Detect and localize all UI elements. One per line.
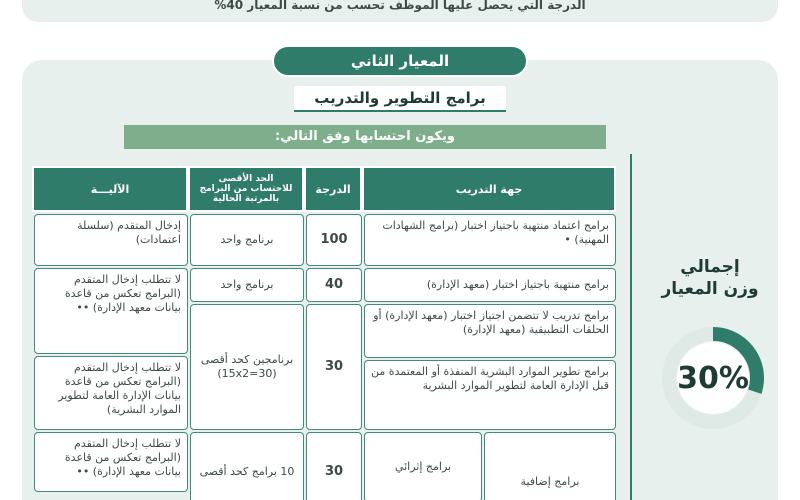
- row2-provider: برامج منتهية باجتياز اختبار (معهد الإدارة): [364, 268, 616, 302]
- row3-provider: برامج تدريب لا تتضمن اجتياز اختبار (معهد الإدارة) أو الحلقات التطبيقية (معهد الإدارة): [364, 304, 616, 358]
- row4-mechanism: لا تتطلب إدخال المتقدم (البرامج تعكس من قاعدة بيانات الإدارة العامة لتطوير الموارد البشرية): [34, 356, 188, 430]
- row3-max: برنامجين كحد أقصى (15x2=30): [190, 304, 304, 430]
- criterion-subtitle: برامج التطوير والتدريب: [294, 86, 506, 112]
- header-provider: جهة التدريب: [362, 166, 616, 212]
- row4-provider: برامج تطوير الموارد البشرية المنفذة أو المعتمدة من قبل الإدارة العامة لتطوير الموارد البشرية: [364, 360, 616, 430]
- header-score: الدرجة: [304, 166, 362, 212]
- criterion-title: المعيار الثاني: [272, 45, 528, 77]
- row5-max: 10 برامج كحد أقصى: [190, 432, 304, 500]
- row2-score: 40: [306, 268, 362, 302]
- row1-provider: برامج اعتماد منتهية باجتياز اختبار (برامج الشهادات المهنية) •: [364, 214, 616, 266]
- header-mechanism: الآليـــة: [32, 166, 188, 212]
- row2-mechanism: لا تتطلب إدخال المتقدم (البرامج تعكس من قاعدة بيانات معهد الإدارة) ••: [34, 268, 188, 354]
- previous-criterion-note: [22, 0, 778, 22]
- total-label-line2: وزن المعيار: [661, 279, 759, 299]
- row1-score: 100: [306, 214, 362, 266]
- row1-mechanism: إدخال المتقدم (سلسلة اعتمادات): [34, 214, 188, 266]
- calculation-note: ويكون احتسابها وفق التالي:: [124, 125, 606, 149]
- header-max: الحد الأقصى للاحتساب من البرامج بالمرتبة الحالية: [188, 166, 304, 212]
- previous-criterion-text: الدرجة التي يحصل عليها الموظف تحسب من نسبة المعيار 40%: [214, 0, 586, 12]
- row5-provider: برامج إثرائي: [364, 432, 482, 500]
- total-label-line1: إجمالي: [680, 257, 740, 277]
- divider-line: [630, 154, 632, 500]
- total-weight-value: 30%: [677, 360, 749, 396]
- total-weight-label: [650, 256, 770, 300]
- row2-max: برنامج واحد: [190, 268, 304, 302]
- row1-max: برنامج واحد: [190, 214, 304, 266]
- row3-score: 30: [306, 304, 362, 430]
- row5-provider-group: برامج إضافية: [484, 432, 616, 500]
- row5-score: 30: [306, 432, 362, 500]
- row5-mechanism: لا تتطلب إدخال المتقدم (البرامج تعكس من قاعدة بيانات معهد الإدارة) ••: [34, 432, 188, 492]
